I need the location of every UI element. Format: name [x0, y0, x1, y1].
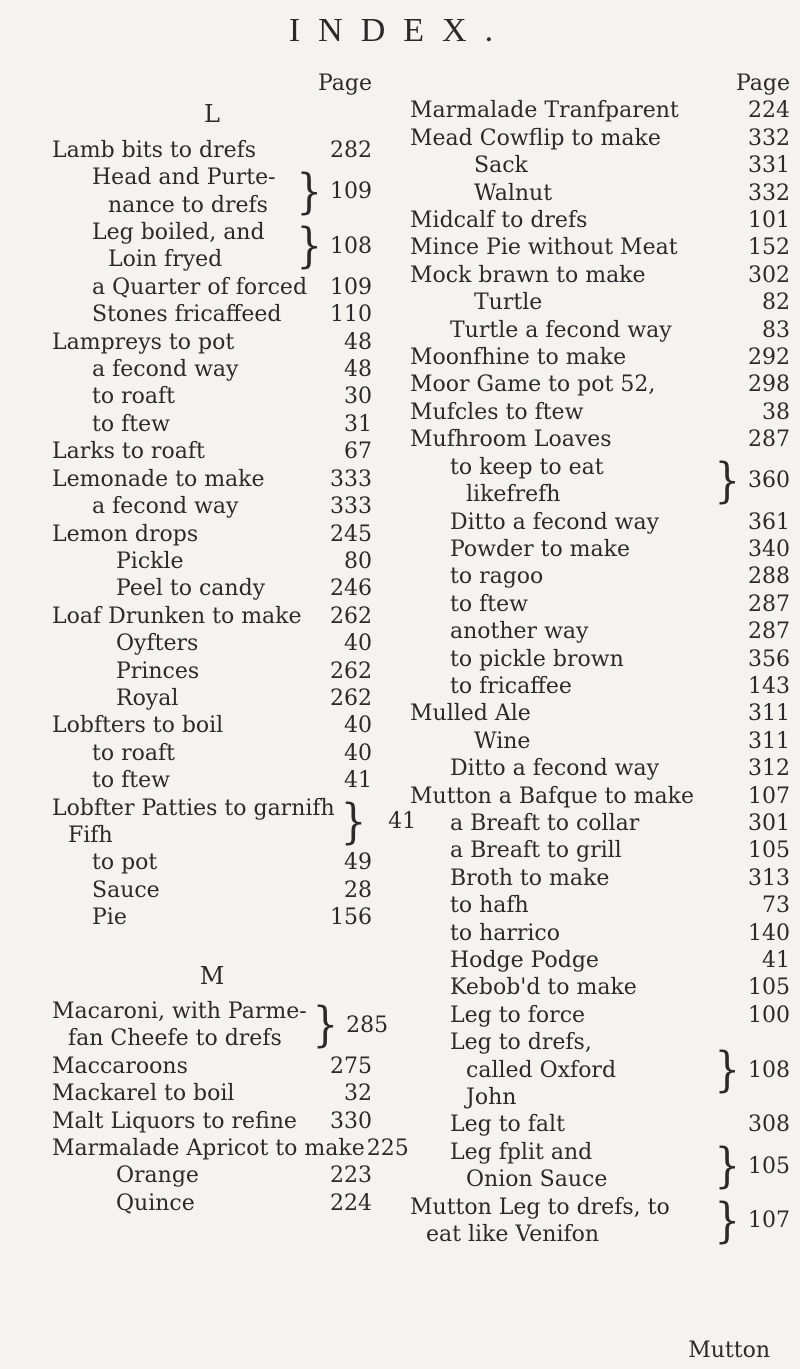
page-number: 356: [748, 646, 790, 672]
entry-text: called Oxford: [466, 1057, 617, 1083]
left-entries: [52, 137, 417, 932]
entry-text: Wine: [474, 728, 531, 754]
entry-text: Leg to force: [450, 1002, 586, 1028]
index-entry: [52, 356, 372, 383]
page-number: 332: [748, 180, 790, 206]
entry-text: fan Cheefe to drefs: [68, 1026, 282, 1052]
page-number: 30: [344, 384, 372, 410]
page-number: 108: [330, 233, 372, 259]
entry-text: nance to drefs: [108, 192, 268, 218]
entry-text: Ditto a fecond way: [450, 756, 660, 782]
entry-text: Moor Game to pot 52,: [410, 372, 656, 398]
index-entry: [52, 466, 372, 493]
index-entry: [52, 493, 372, 520]
page-number: 245: [330, 521, 372, 547]
page-number: 109: [330, 178, 372, 204]
index-entry: [52, 904, 372, 931]
page-number: 107: [748, 1208, 790, 1234]
entry-text: to keep to eat: [450, 454, 604, 480]
index-entry: [52, 1080, 372, 1107]
entry-text: Mock brawn to make: [410, 262, 646, 288]
index-entry: [410, 618, 790, 645]
entry-text: Princes: [116, 658, 200, 684]
index-entry: [52, 1108, 372, 1135]
page-number: 110: [330, 302, 372, 328]
index-entry: [410, 1111, 790, 1138]
entry-text: a fecond way: [92, 357, 239, 383]
index-entry: [52, 329, 372, 356]
page-number: 361: [748, 509, 790, 535]
catchword: Mutton: [688, 1338, 770, 1363]
page-number: 49: [344, 850, 372, 876]
index-entry: [410, 426, 790, 453]
entry-text: Pickle: [116, 548, 184, 574]
page-number: 73: [762, 893, 790, 919]
index-entry: [410, 563, 790, 590]
index-entry: [410, 289, 790, 316]
entry-text: Leg boiled, and: [92, 220, 265, 246]
index-entry: [410, 1194, 790, 1249]
page-number: 82: [762, 290, 790, 316]
page-number: 32: [344, 1081, 372, 1107]
index-entry: [410, 536, 790, 563]
index-entry: [410, 371, 790, 398]
page-number: 288: [748, 564, 790, 590]
page-number: 340: [748, 536, 790, 562]
index-entry: [410, 810, 790, 837]
index-entry: [410, 125, 790, 152]
entry-text: Lemon drops: [52, 521, 199, 547]
brace-mark: }: [714, 1138, 740, 1194]
page-number: 330: [330, 1108, 372, 1134]
entry-text: likefrefh: [466, 482, 561, 508]
page-number: 246: [330, 576, 372, 602]
entry-text: Sauce: [92, 877, 160, 903]
page-number: 107: [748, 783, 790, 809]
index-entry: [52, 1162, 372, 1189]
index-entry: [52, 794, 417, 850]
entry-text: another way: [450, 619, 589, 645]
page-number: 105: [748, 975, 790, 1001]
entry-text: to roaft: [92, 384, 175, 410]
entry-text: Orange: [116, 1163, 199, 1189]
page-number: 282: [330, 137, 372, 163]
index-entry: [52, 740, 372, 767]
page-number: 313: [748, 865, 790, 891]
page-number: 225: [366, 1136, 409, 1162]
index-entry: [52, 603, 372, 630]
entry-text: Pie: [92, 905, 127, 931]
entry-text: Marmalade Apricot to make: [52, 1136, 365, 1162]
index-entry: [410, 673, 790, 700]
page-number: 80: [344, 548, 372, 574]
entry-text: Marmalade Tranfparent: [410, 98, 679, 124]
page-number: 28: [344, 877, 372, 903]
index-entry: [52, 411, 372, 438]
index-entry: [410, 454, 790, 509]
left-page-label: Page: [317, 71, 372, 96]
section-letter-m: M: [199, 961, 225, 990]
page-number: 40: [344, 713, 372, 739]
right-entries: [410, 97, 790, 1248]
entry-text: Malt Liquors to refine: [52, 1108, 297, 1134]
page-number: 262: [330, 685, 372, 711]
page-number: 312: [748, 756, 790, 782]
entry-text: Lobfter Patties to garnifh: [52, 795, 335, 821]
index-entry: [52, 767, 372, 794]
index-entry: [410, 865, 790, 892]
page-number: 48: [344, 329, 372, 355]
entry-text: to ftew: [92, 411, 170, 437]
right-column: [410, 70, 790, 1248]
index-entry: [410, 783, 790, 810]
entry-text: Leg fplit and: [450, 1139, 593, 1165]
index-entry: [410, 97, 790, 124]
page-number: 275: [330, 1053, 372, 1079]
index-entry: [52, 164, 372, 219]
entry-text: Turtle: [474, 290, 543, 316]
entry-text: Turtle a fecond way: [450, 317, 672, 343]
right-page-label: Page: [735, 71, 790, 96]
index-entry: [52, 1190, 372, 1217]
entry-text: Head and Purte-: [92, 165, 276, 191]
entry-text: a Quarter of forced: [92, 274, 308, 300]
entry-text: to ragoo: [450, 564, 544, 590]
entry-text: Lampreys to pot: [52, 329, 235, 355]
entry-text: Macaroni, with Parme-: [52, 999, 307, 1024]
entry-text: Fifh: [68, 822, 113, 848]
left-entries-m: [52, 997, 409, 1217]
page-number: 262: [330, 603, 372, 629]
entry-text: Hodge Podge: [450, 948, 599, 973]
page-number: 48: [344, 357, 372, 383]
index-entry: [52, 1053, 372, 1080]
index-entry: [52, 849, 372, 876]
entry-text: Kebob'd to make: [450, 975, 637, 1001]
page-number: 224: [748, 98, 790, 124]
index-entry: [410, 207, 790, 234]
section-letter-l: L: [204, 100, 220, 129]
page-number: 100: [748, 1002, 790, 1028]
index-entry: [52, 137, 372, 164]
brace-mark: }: [714, 453, 740, 509]
index-entry: [410, 920, 790, 947]
page-number: 38: [762, 399, 790, 425]
index-entry: [52, 548, 372, 575]
page-number: 156: [330, 905, 372, 931]
entry-text: to harrico: [450, 920, 560, 946]
page-number: 140: [748, 920, 790, 946]
brace-mark: }: [312, 997, 339, 1054]
index-entry: [410, 344, 790, 371]
brace-mark: }: [714, 1193, 740, 1249]
page-number: 311: [748, 728, 790, 754]
page-number: 67: [344, 439, 372, 465]
index-entry: [52, 219, 372, 274]
entry-text: Onion Sauce: [466, 1167, 608, 1193]
index-entry: [52, 630, 372, 657]
page-number: 332: [748, 125, 790, 151]
index-entry: [52, 1135, 409, 1162]
brace-mark: }: [714, 1042, 740, 1098]
index-entry: [410, 1139, 790, 1194]
page-number: 223: [330, 1163, 372, 1189]
entry-text: Mulled Ale: [410, 701, 531, 727]
index-entry: [410, 1002, 790, 1029]
entry-text: Peel to candy: [116, 576, 266, 602]
entry-text: Larks to roaft: [52, 439, 205, 465]
page-number: 262: [330, 658, 372, 684]
index-entry: [52, 383, 372, 410]
page-number: 287: [748, 619, 790, 645]
entry-text: Lobfters to boil: [52, 713, 224, 739]
index-entry: [410, 728, 790, 755]
entry-text: Mufhroom Loaves: [410, 427, 612, 453]
index-entry: [52, 274, 372, 301]
index-entry: [410, 509, 790, 536]
page-number: 101: [748, 208, 790, 234]
page-number: 41: [344, 768, 372, 794]
entry-text: Lemonade to make: [52, 466, 265, 492]
entry-text: Lamb bits to drefs: [52, 137, 257, 163]
entry-text: Mutton a Bafque to make: [410, 783, 694, 809]
index-entry: [410, 646, 790, 673]
page-number: 41: [388, 809, 417, 835]
entry-text: Sack: [474, 153, 528, 179]
entry-text: Broth to make: [450, 865, 610, 891]
entry-text: Quince: [116, 1190, 195, 1216]
page-number: 109: [330, 274, 372, 300]
page-number: 292: [748, 345, 790, 371]
page-number: 331: [748, 153, 790, 179]
page-number: 41: [762, 948, 790, 973]
page-number: 302: [748, 262, 790, 288]
index-entry: [410, 152, 790, 179]
entry-text: Oyfters: [116, 631, 199, 657]
index-entry: [52, 658, 372, 685]
entry-text: Walnut: [474, 180, 553, 206]
index-entry: [410, 262, 790, 289]
page-number: 298: [748, 372, 790, 398]
index-entry: [410, 974, 790, 1001]
entry-text: John: [466, 1085, 517, 1111]
entry-text: to ftew: [92, 768, 170, 794]
page-number: 224: [330, 1190, 372, 1216]
index-entry: [52, 521, 372, 548]
index-entry: [410, 1029, 790, 1111]
index-entry: [410, 180, 790, 207]
entry-text: a Breaft to collar: [450, 810, 640, 836]
index-entry: [410, 317, 790, 344]
index-entry: [410, 700, 790, 727]
page-number: 333: [330, 466, 372, 492]
brace-mark: }: [296, 164, 322, 220]
brace-mark: }: [340, 794, 367, 850]
page-number: 360: [748, 468, 790, 494]
entry-text: Mackarel to boil: [52, 1081, 235, 1107]
index-entry: [52, 712, 372, 739]
page-number: 105: [748, 838, 790, 864]
index-entry: [52, 997, 389, 1054]
page-number: 152: [748, 235, 790, 261]
entry-text: a fecond way: [92, 494, 239, 520]
entry-text: Mead Cowflip to make: [410, 125, 661, 151]
brace-mark: }: [296, 218, 322, 275]
index-entry: [410, 755, 790, 782]
index-entry: [410, 591, 790, 618]
entry-text: Stones fricaffeed: [92, 302, 282, 328]
page-number: 105: [748, 1153, 790, 1179]
entry-text: a Breaft to grill: [450, 838, 622, 864]
entry-text: to hafh: [450, 893, 529, 919]
entry-text: Mince Pie without Meat: [410, 235, 678, 261]
index-entry: [52, 438, 372, 465]
page-number: 108: [748, 1057, 790, 1083]
entry-text: Powder to make: [450, 536, 631, 562]
entry-text: to pickle brown: [450, 646, 624, 672]
page-number: 83: [762, 317, 790, 343]
page-number: 333: [330, 494, 372, 520]
entry-text: Ditto a fecond way: [450, 509, 660, 535]
page-number: 311: [748, 701, 790, 727]
entry-text: Royal: [116, 685, 179, 711]
page-number: 143: [748, 673, 790, 699]
entry-text: Mufcles to ftew: [410, 399, 584, 425]
page-number: 40: [344, 631, 372, 657]
index-entry: [52, 877, 372, 904]
index-entry: [52, 685, 372, 712]
entry-text: Mutton Leg to drefs, to: [410, 1194, 670, 1220]
page-header: INDEX.: [288, 12, 512, 49]
index-entry: [410, 234, 790, 261]
page-number: 301: [748, 810, 790, 836]
entry-text: Leg to drefs,: [450, 1030, 592, 1056]
entry-text: to roaft: [92, 740, 175, 766]
index-entry: [410, 947, 790, 974]
page-number: 287: [748, 427, 790, 453]
entry-text: Loaf Drunken to make: [52, 603, 302, 629]
entry-text: Maccaroons: [52, 1053, 188, 1079]
entry-text: Moonfhine to make: [410, 345, 627, 371]
index-entry: [52, 575, 372, 602]
page-number: 31: [344, 411, 372, 437]
page-number: 308: [748, 1112, 790, 1138]
page-number: 285: [346, 1012, 389, 1038]
page-number: 40: [344, 740, 372, 766]
entry-text: to pot: [92, 850, 158, 876]
entry-text: to ftew: [450, 591, 528, 617]
index-entry: [52, 301, 372, 328]
entry-text: Midcalf to drefs: [410, 208, 588, 234]
index-entry: [410, 399, 790, 426]
entry-text: to fricaffee: [450, 673, 572, 699]
entry-text: eat like Venifon: [426, 1222, 600, 1248]
index-entry: [410, 837, 790, 864]
left-column: [52, 70, 417, 1217]
entry-text: Leg to falt: [450, 1112, 565, 1138]
entry-text: Loin fryed: [108, 247, 223, 273]
page-number: 287: [748, 591, 790, 617]
index-entry: [410, 892, 790, 919]
